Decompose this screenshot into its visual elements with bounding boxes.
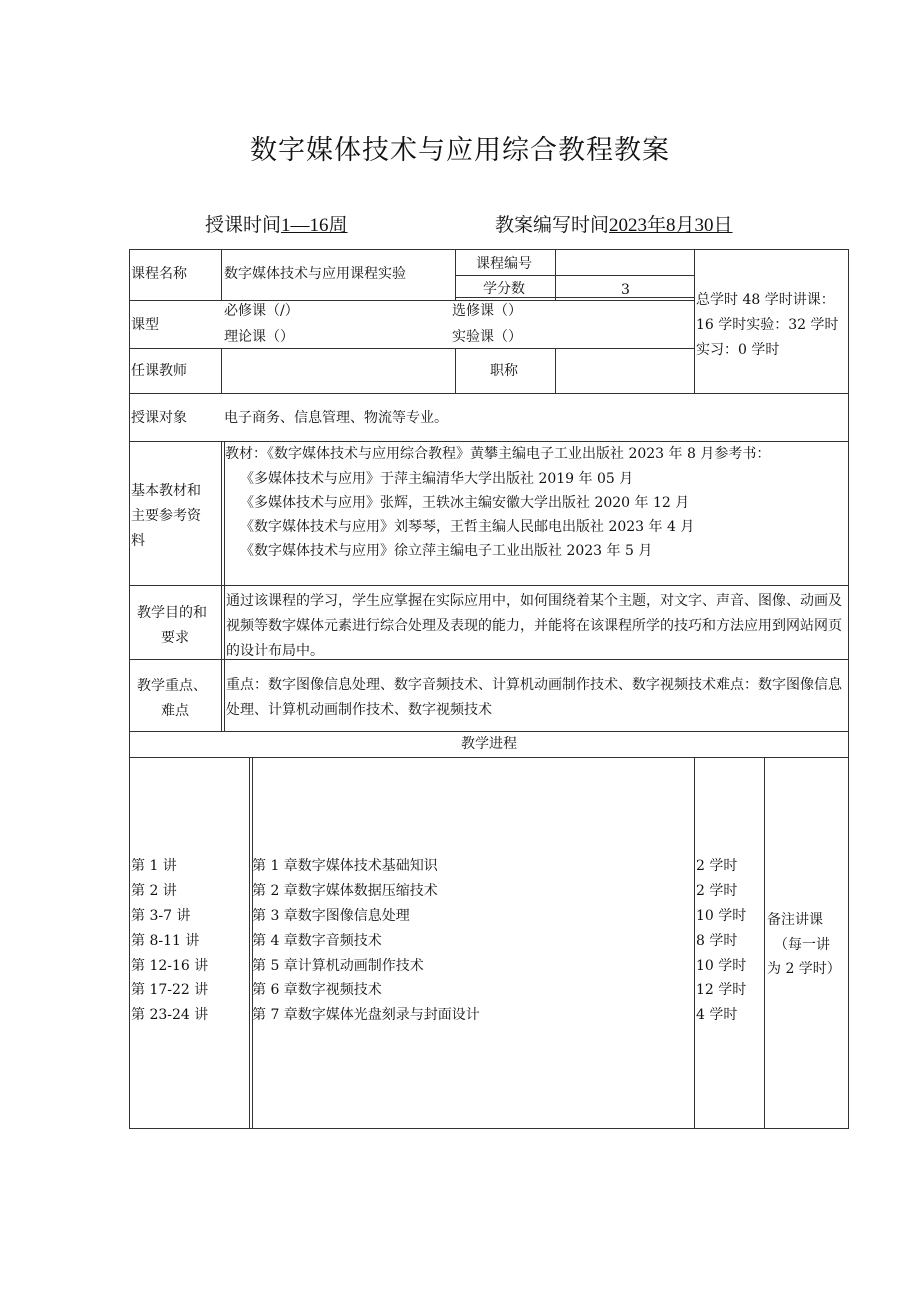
chapter-cell: 第 4 章数字音频技术 [252,933,382,949]
hours-cell: 12 学时 [696,982,747,998]
note-line-2: （每一讲 [774,937,830,953]
materials-line: 《数字媒体技术与应用》刘琴琴，王哲主编人民邮电出版社 2023 年 4 月 [240,519,695,535]
written-time [495,210,733,237]
lecture-cell: 第 8-11 讲 [131,933,200,949]
keypoints-label-line-1: 教学重点、 [137,678,207,694]
theory-option: 理论课（） [224,329,294,345]
chapter-cell: 第 6 章数字视频技术 [252,982,382,998]
teaching-time-label: 授课时间 [205,214,282,236]
chapter-cell: 第 7 章数字媒体光盘刻录与封面设计 [252,1007,480,1023]
written-time-value: 2023年8月30日 [609,215,733,236]
materials-label-line-1: 基本教材和 [131,483,201,499]
elective-option: 选修课（） [452,303,522,319]
chapter-cell: 第 2 章数字媒体数据压缩技术 [252,883,438,899]
course-code-label: 课程编号 [476,256,532,272]
hours-cell: 10 学时 [696,908,747,924]
hours-cell: 2 学时 [696,858,738,874]
total-hours-line-1: 总学时 48 学时讲课： [696,292,835,308]
materials-line: 《数字媒体技术与应用》徐立萍主编电子工业出版社 2023 年 5 月 [240,543,653,559]
lecture-cell: 第 3-7 讲 [131,908,191,924]
lecture-cell: 第 1 讲 [131,858,177,874]
lecture-cell: 第 12-16 讲 [131,958,209,974]
chapter-cell: 第 3 章数字图像信息处理 [252,908,410,924]
total-hours-line-2: 16 学时实验：32 学时 [696,317,839,333]
progress-heading: 教学进程 [461,736,517,752]
teaching-time [205,210,348,237]
lecture-cell: 第 2 讲 [131,883,177,899]
course-name-value: 数字媒体技术与应用课程实验 [224,266,406,282]
teaching-time-value: 1—16周 [281,215,348,236]
chapter-cell: 第 5 章计算机动画制作技术 [252,958,424,974]
hours-cell: 4 学时 [696,1007,738,1023]
note-line-1: 备注讲课 [767,912,823,928]
goals-text: 通过该课程的学习，学生应掌握在实际应用中，如何围绕着某个主题，对文字、声音、图像、动画及视频等数字媒体元素进行综合处理及表现的能力，并能将在该课程所学的技巧和方法应用到网站网页的设计布局中。 [226,593,842,659]
hours-cell: 2 学时 [696,883,738,899]
document-title: 数字媒体技术与应用综合教程教案 [250,135,670,166]
credits-value: 3 [621,282,630,298]
chapter-cell: 第 1 章数字媒体技术基础知识 [252,858,438,874]
lecture-cell: 第 23-24 讲 [131,1007,209,1023]
hours-cell: 8 学时 [696,933,738,949]
required-option: 必修课（/） [224,303,299,319]
materials-line: 《多媒体技术与应用》于萍主编清华大学出版社 2019 年 05 月 [240,471,634,487]
lab-option: 实验课（） [452,329,522,345]
course-type-label: 课型 [131,317,159,333]
written-time-label: 教案编写时间 [495,214,610,236]
keypoints-text: 重点：数字图像信息处理、数字音频技术、计算机动画制作技术、数字视频技术难点：数字图像信息处理、计算机动画制作技术、数字视频技术 [226,677,842,718]
hours-cell: 10 学时 [696,958,747,974]
materials-label-line-2: 主要参考资 [131,508,201,524]
goals-label-line-1: 教学目的和 [137,605,207,621]
audience-value: 电子商务、信息管理、物流等专业。 [224,410,448,426]
audience-label: 授课对象 [131,410,187,426]
credits-label: 学分数 [483,281,525,297]
keypoints-label-line-2: 难点 [161,703,189,719]
materials-line: 《多媒体技术与应用》张辉，王轶冰主编安徽大学出版社 2020 年 12 月 [240,495,690,511]
goals-label-line-2: 要求 [161,630,189,646]
lecture-cell: 第 17-22 讲 [131,982,209,998]
total-hours-line-3: 实习：0 学时 [696,342,780,358]
job-title-label: 职称 [490,363,518,379]
materials-line: 教材：《数字媒体技术与应用综合教程》黄攀主编电子工业出版社 2023 年 8 月参考书： [225,446,771,462]
course-name-label: 课程名称 [131,266,187,282]
teacher-label: 任课教师 [131,363,187,379]
note-line-3: 为 2 学时） [767,961,841,977]
materials-label-line-3: 料 [131,533,145,549]
